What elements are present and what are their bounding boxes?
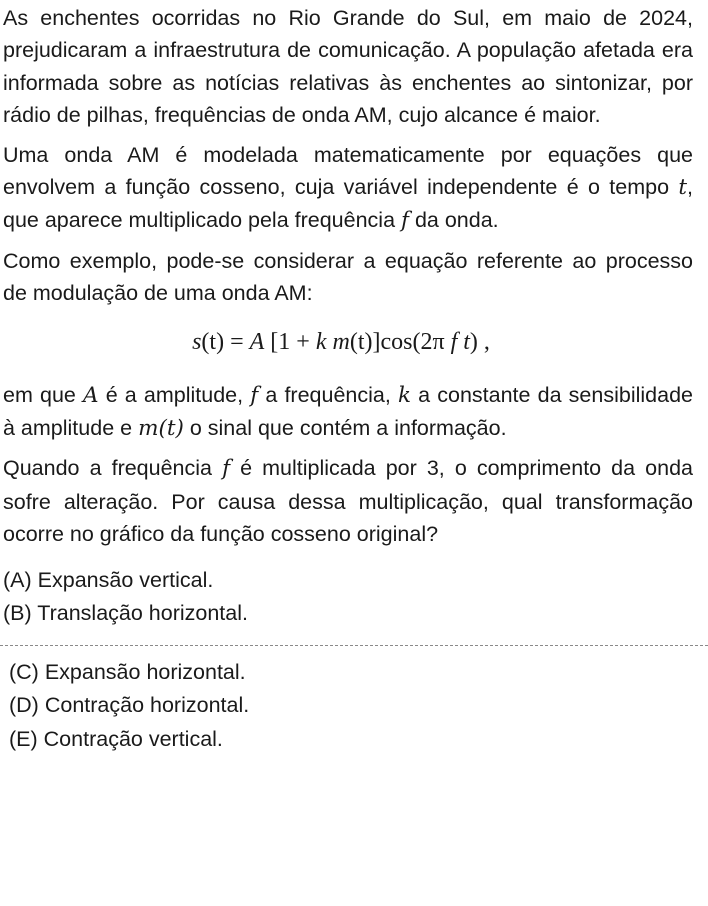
option-text: Translação horizontal. — [37, 601, 248, 626]
question-page — [3, 2, 693, 756]
option-letter: (A) — [3, 567, 32, 592]
def-text-4: a constante da sensibilidade à amplitude e — [3, 382, 693, 441]
option-letter: (C) — [9, 659, 39, 684]
def-k: k — [397, 382, 412, 408]
model-text-3: da onda. — [408, 208, 499, 233]
context-paragraph — [3, 2, 693, 132]
question-text-1: Quando a frequência — [3, 456, 223, 481]
option-e[interactable] — [9, 723, 693, 757]
eq-t2: (t) — [349, 328, 373, 355]
eq-t1: (t) — [201, 328, 225, 355]
definitions-paragraph — [3, 379, 693, 446]
variable-t: t — [678, 175, 688, 201]
eq-k: k — [315, 328, 327, 355]
option-b[interactable] — [3, 597, 693, 631]
option-d[interactable] — [9, 689, 693, 723]
eq-bracket: [1 + — [264, 328, 316, 355]
option-text: Expansão vertical. — [37, 567, 214, 592]
def-text-3: a frequência, — [258, 382, 398, 407]
question-text-2: é multiplicada por 3, o comprimento da onda sofre alteração. Por causa dessa multiplicação, qual transformação ocorre no gráfico da função cosseno original? — [3, 456, 693, 547]
eq-s: s — [192, 328, 202, 355]
option-text: Contração horizontal. — [44, 693, 250, 718]
eq-f: f — [450, 328, 458, 355]
def-A: A — [83, 382, 99, 408]
def-text-1: em que — [3, 382, 84, 407]
option-letter: (D) — [9, 693, 39, 718]
def-f: f — [250, 382, 259, 408]
def-m: m(t) — [138, 416, 184, 442]
variable-f: f — [401, 208, 409, 234]
model-paragraph — [3, 139, 693, 238]
eq-m: m — [332, 328, 350, 355]
option-a[interactable] — [3, 564, 693, 598]
eq-end: ) , — [469, 328, 490, 355]
question-f: f — [222, 456, 231, 482]
eq-equals: = — [224, 328, 250, 355]
model-text-2: , que aparece multiplicado pela frequência — [3, 175, 693, 233]
def-text-2: é a amplitude, — [98, 382, 251, 407]
question-paragraph — [3, 452, 693, 550]
options-group-bottom — [3, 656, 693, 757]
options-group-top — [3, 564, 693, 631]
example-paragraph — [3, 245, 693, 310]
def-text-5: o sinal que contém a informação. — [183, 416, 507, 441]
eq-cos: ]cos(2π — [372, 328, 451, 355]
eq-t3: t — [457, 328, 470, 355]
option-text: Expansão horizontal. — [44, 659, 246, 684]
context-text: As enchentes ocorridas no Rio Grande do Sul, em maio de 2024, prejudicaram a infraestrutura de comunicação. A população afetada era informada sobre as notícias relativas às enchentes ao sintonizar, por rádio de pilhas, frequências de onda AM, cujo alcance é maior. — [3, 6, 693, 128]
option-letter: (E) — [9, 726, 38, 751]
example-text: Como exemplo, pode-se considerar a equação referente ao processo de modulação de uma onda AM: — [3, 248, 693, 306]
model-text-1: Uma onda AM é modelada matematicamente por equações que envolvem a função cosseno, cuja variável independente é o tempo — [3, 142, 693, 200]
option-c[interactable] — [9, 656, 693, 690]
dashed-separator — [0, 645, 708, 646]
option-letter: (B) — [3, 601, 32, 626]
option-text: Contração vertical. — [43, 726, 223, 751]
modulation-equation — [3, 326, 693, 358]
eq-A: A — [249, 328, 265, 355]
